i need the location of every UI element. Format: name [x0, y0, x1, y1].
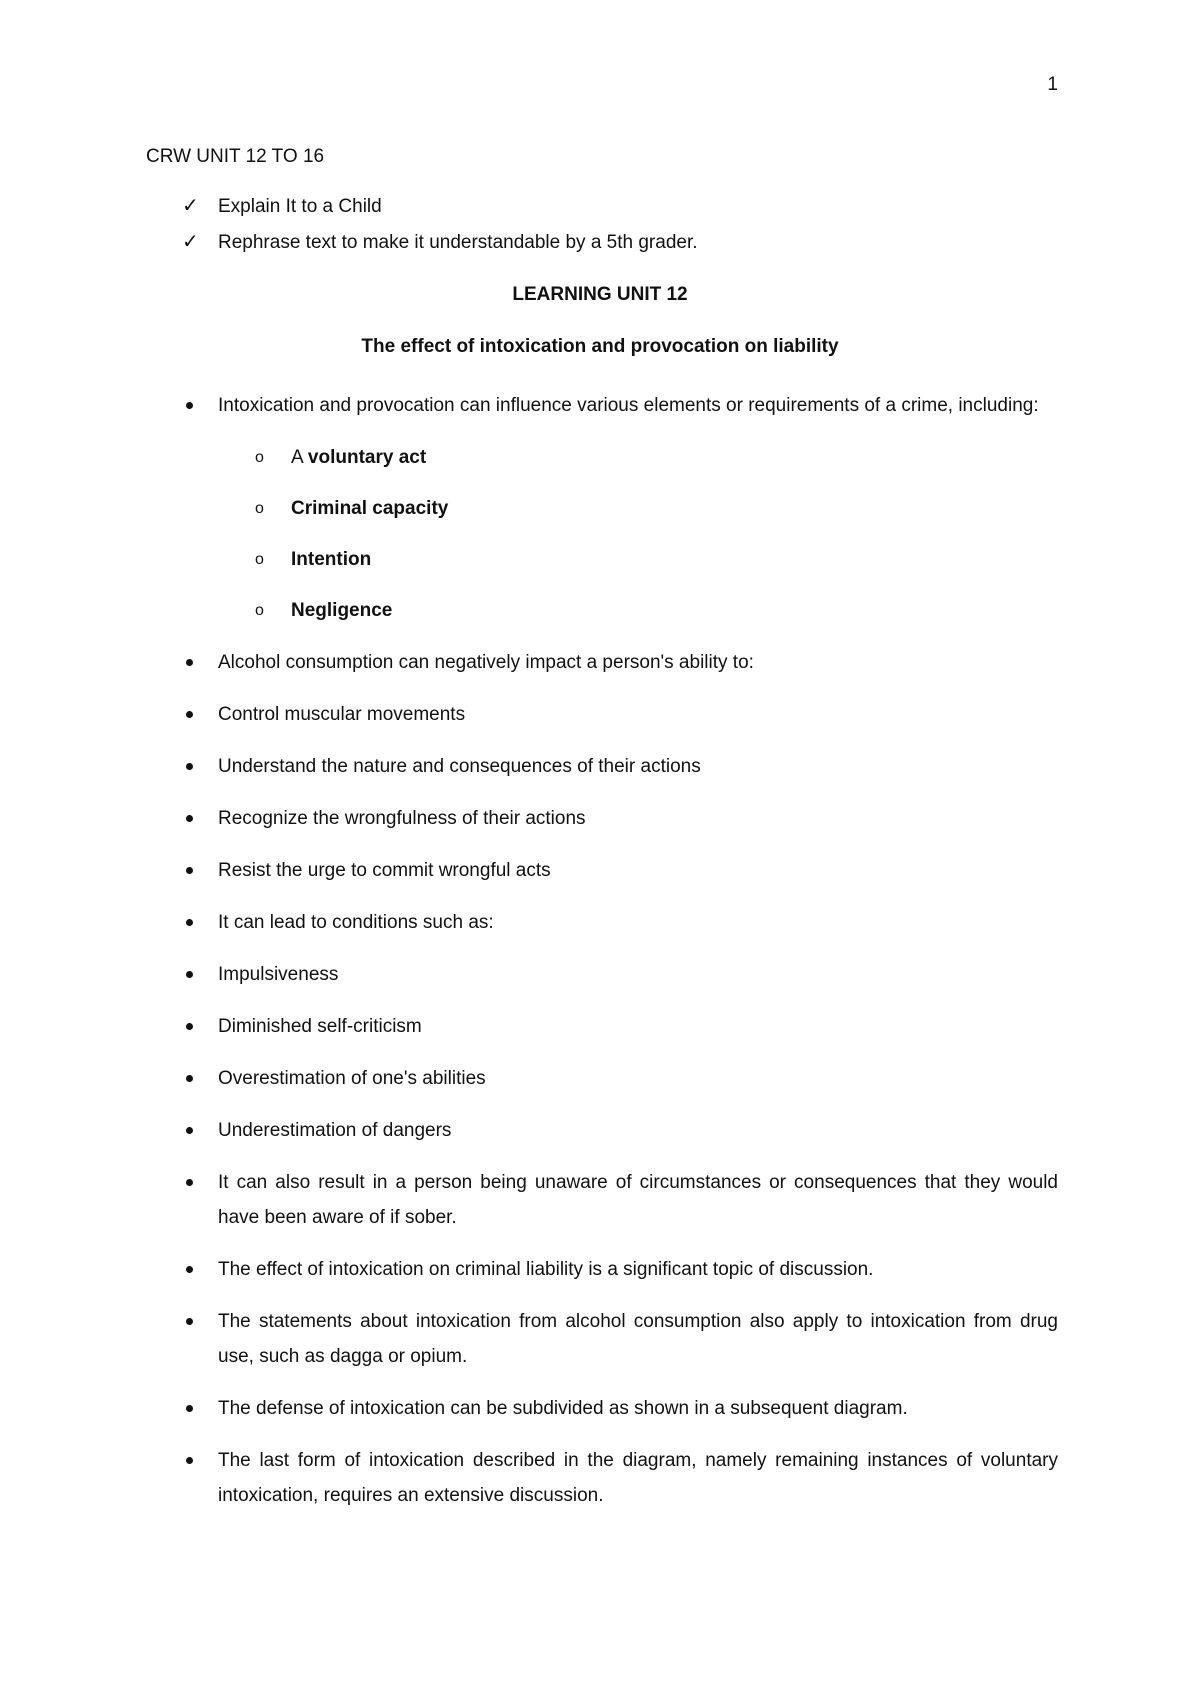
bullet-dot-icon	[186, 1457, 193, 1464]
sub-item-negligence	[146, 593, 1058, 628]
bullet-item	[146, 853, 1058, 888]
bullet-dot-icon	[186, 1318, 193, 1325]
bullet-text: Intoxication and provocation can influence various elements or requirements of a crime, including:	[218, 395, 1039, 416]
bullet-text: The statements about intoxication from alcohol consumption also apply to intoxication from drug use, such as dagga or opium.	[218, 1311, 1058, 1367]
bullet-item	[146, 1443, 1058, 1513]
sub-item-intention	[146, 542, 1058, 577]
bullet-text: Understand the nature and consequences of their actions	[218, 756, 701, 777]
document-title: CRW UNIT 12 TO 16	[146, 146, 325, 167]
checklist-item	[146, 196, 698, 232]
bullet-item	[146, 749, 1058, 784]
bullet-dot-icon	[186, 867, 193, 874]
circle-bullet-icon: o	[255, 449, 264, 466]
bullet-item-intro	[146, 388, 1058, 423]
bullet-text: The defense of intoxication can be subdivided as shown in a subsequent diagram.	[218, 1398, 908, 1419]
sub-item-prefix: A	[291, 447, 308, 468]
bullet-item	[146, 1009, 1058, 1044]
circle-bullet-icon: o	[255, 602, 264, 619]
bullet-dot-icon	[186, 711, 193, 718]
bullet-dot-icon	[186, 1266, 193, 1273]
bullet-item	[146, 1252, 1058, 1287]
bullet-text: It can also result in a person being unaware of circumstances or consequences that they would have been aware of if sober.	[218, 1172, 1058, 1228]
sub-item-text: Criminal capacity	[291, 498, 449, 519]
bullet-item	[146, 1304, 1058, 1374]
bullet-item	[146, 1113, 1058, 1148]
checklist-item	[146, 232, 698, 268]
bullet-dot-icon	[186, 402, 193, 409]
bullet-dot-icon	[186, 1127, 193, 1134]
checklist-item-text: Explain It to a Child	[218, 196, 382, 217]
circle-bullet-icon: o	[255, 500, 264, 517]
bullet-item	[146, 957, 1058, 992]
check-mark-icon: ✓	[182, 195, 199, 217]
bullet-text: The effect of intoxication on criminal liability is a significant topic of discussion.	[218, 1259, 874, 1280]
bullet-text: Recognize the wrongfulness of their actions	[218, 808, 586, 829]
bullet-text: Control muscular movements	[218, 704, 466, 725]
check-mark-icon: ✓	[182, 231, 199, 253]
bullet-text: Alcohol consumption can negatively impact a person's ability to:	[218, 652, 754, 673]
sub-item-text: Negligence	[291, 600, 393, 621]
bullet-item	[146, 697, 1058, 732]
bullet-dot-icon	[186, 1405, 193, 1412]
checklist-item-text: Rephrase text to make it understandable by a 5th grader.	[218, 232, 698, 253]
bullet-text: It can lead to conditions such as:	[218, 912, 494, 933]
bullet-item	[146, 801, 1058, 836]
bullet-dot-icon	[186, 919, 193, 926]
bullet-dot-icon	[186, 1075, 193, 1082]
bullet-text: The last form of intoxication described in the diagram, namely remaining instances of voluntary intoxication, requires an extensive discussion.	[218, 1450, 1058, 1506]
sub-item-voluntary-act	[146, 440, 1058, 475]
bullet-dot-icon	[186, 1023, 193, 1030]
bullet-text: Overestimation of one's abilities	[218, 1068, 486, 1089]
bullet-text: Underestimation of dangers	[218, 1120, 452, 1141]
bullet-list	[146, 388, 1058, 1530]
elements-sublist	[146, 440, 1058, 628]
bullet-text: Diminished self-criticism	[218, 1016, 422, 1037]
sub-item-text: Intention	[291, 549, 372, 570]
circle-bullet-icon: o	[255, 551, 264, 568]
sub-item-criminal-capacity	[146, 491, 1058, 526]
bullet-dot-icon	[186, 763, 193, 770]
unit-subheading: The effect of intoxication and provocation on liability	[361, 336, 839, 357]
bullet-item	[146, 1165, 1058, 1235]
bullet-item	[146, 1391, 1058, 1426]
bullet-item	[146, 645, 1058, 680]
bullet-dot-icon	[186, 1179, 193, 1186]
bullet-item	[146, 905, 1058, 940]
bullet-text: Resist the urge to commit wrongful acts	[218, 860, 551, 881]
bullet-dot-icon	[186, 971, 193, 978]
unit-heading: LEARNING UNIT 12	[512, 284, 688, 305]
bullet-item	[146, 1061, 1058, 1096]
bullet-dot-icon	[186, 659, 193, 666]
checklist	[146, 196, 698, 268]
page-number: 1	[1047, 74, 1058, 95]
sub-item-text: voluntary act	[307, 447, 427, 468]
bullet-text: Impulsiveness	[218, 964, 339, 985]
bullet-dot-icon	[186, 815, 193, 822]
